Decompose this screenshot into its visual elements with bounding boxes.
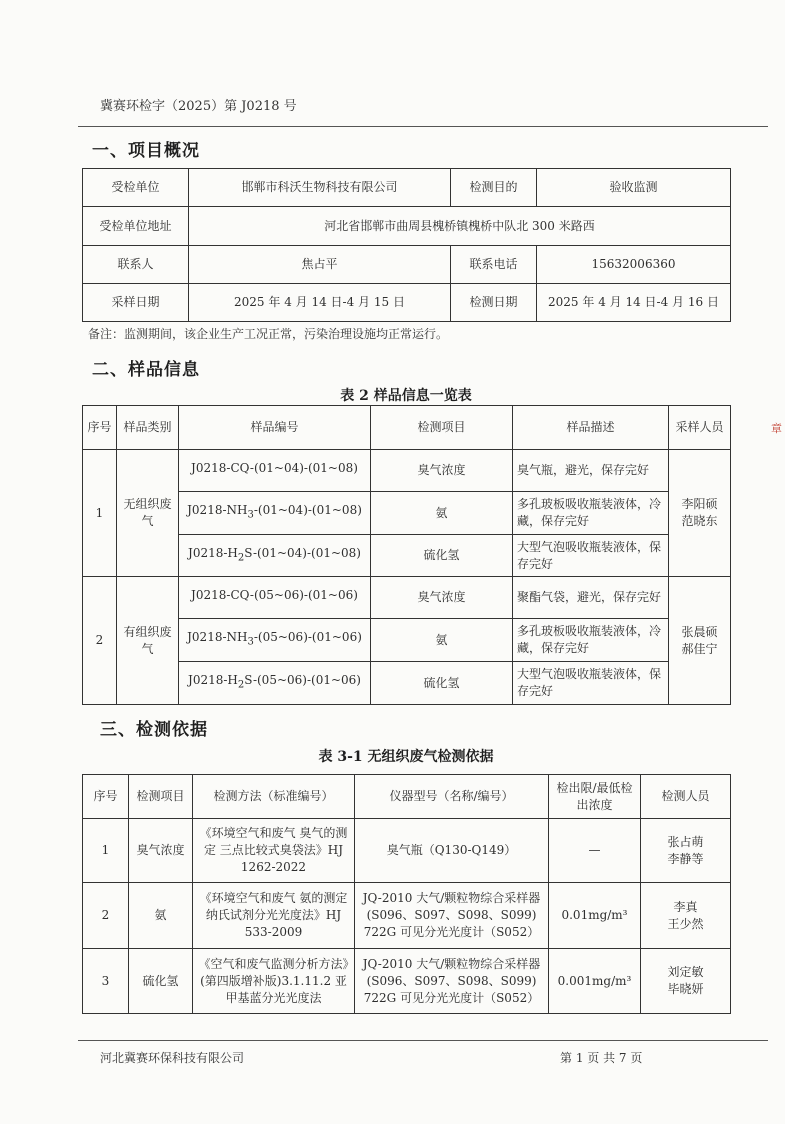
row-number: 2	[83, 883, 129, 949]
cell: 15632006360	[537, 246, 731, 284]
table-row	[83, 169, 731, 207]
row-number: 3	[83, 949, 129, 1014]
sample-description: 大型气泡吸收瓶装液体，保存完好	[513, 535, 669, 577]
test-people: 张占萌 李静等	[641, 819, 731, 883]
sample-description: 臭气瓶，避光，保存完好	[513, 450, 669, 492]
header-cell: 样品类别	[117, 406, 179, 450]
section3-title: 三、检测依据	[100, 720, 208, 740]
test-people: 李真 王少然	[641, 883, 731, 949]
test-item: 臭气浓度	[371, 450, 513, 492]
footer-company: 河北冀赛环保科技有限公司	[100, 1051, 245, 1065]
header-cell: 样品编号	[179, 406, 371, 450]
section2-title: 二、样品信息	[92, 360, 200, 380]
table-row	[83, 819, 731, 883]
test-item: 硫化氢	[129, 949, 193, 1014]
instrument: 臭气瓶（Q130-Q149）	[355, 819, 549, 883]
stamp-fragment: 章	[771, 422, 782, 435]
test-people: 刘定敏 毕晓妍	[641, 949, 731, 1014]
test-item: 氨	[371, 619, 513, 662]
cell: 2025 年 4 月 14 日-4 月 15 日	[189, 284, 451, 322]
header-cell: 采样人员	[669, 406, 731, 450]
detection-limit: 0.001mg/m³	[549, 949, 641, 1014]
footer-rule	[78, 1040, 768, 1041]
header-cell: 检测项目	[371, 406, 513, 450]
remark-note: 备注：监测期间，该企业生产工况正常，污染治理设施均正常运行。	[88, 327, 449, 341]
test-method: 《环境空气和废气 臭气的测定 三点比较式臭袋法》HJ 1262-2022	[193, 819, 355, 883]
header-cell: 检测方法（标准编号）	[193, 775, 355, 819]
header-cell: 仪器型号（名称/编号）	[355, 775, 549, 819]
sampling-people: 李阳硕 范晓东	[669, 450, 731, 577]
report-number: 冀赛环检字（2025）第 J0218 号	[100, 99, 297, 114]
test-item: 臭气浓度	[129, 819, 193, 883]
test-item: 氨	[129, 883, 193, 949]
detection-limit: —	[549, 819, 641, 883]
header-cell: 样品描述	[513, 406, 669, 450]
header-cell: 检测人员	[641, 775, 731, 819]
cell: 检测目的	[451, 169, 537, 207]
section1-title: 一、项目概况	[92, 141, 200, 161]
cell: 采样日期	[83, 284, 189, 322]
sample-description: 多孔玻板吸收瓶装液体，冷藏，保存完好	[513, 492, 669, 535]
cell: 联系人	[83, 246, 189, 284]
sample-category: 无组织废气	[117, 450, 179, 577]
test-method: 《空气和废气监测分析方法》(第四版增补版)3.1.11.2 亚甲基蓝分光光度法	[193, 949, 355, 1014]
sample-code: $J0218-H_2S-(05\sim 06)-(01\sim 06)$	[179, 662, 371, 705]
table3-caption: 表 3-1 无组织废气检测依据	[318, 749, 494, 765]
table-row	[83, 619, 731, 662]
sample-code: $J0218-NH_3-(05\sim 06)-(01\sim 06)$	[179, 619, 371, 662]
table-row	[83, 450, 731, 492]
table-row	[83, 284, 731, 322]
table-header-row	[83, 775, 731, 819]
header-cell: 检测项目	[129, 775, 193, 819]
header-cell: 检出限/最低检出浓度	[549, 775, 641, 819]
test-method: 《环境空气和废气 氨的测定 纳氏试剂分光光度法》HJ 533-2009	[193, 883, 355, 949]
test-item: 硫化氢	[371, 662, 513, 705]
test-item: 氨	[371, 492, 513, 535]
cell: 2025 年 4 月 14 日-4 月 16 日	[537, 284, 731, 322]
cell: 焦占平	[189, 246, 451, 284]
table-row	[83, 577, 731, 619]
sample-description: 大型气泡吸收瓶装液体，保存完好	[513, 662, 669, 705]
detection-limit: 0.01mg/m³	[549, 883, 641, 949]
instrument: JQ-2010 大气/颗粒物综合采样器(S096、S097、S098、S099) 722G 可见分光光度计（S052）	[355, 883, 549, 949]
sample-description: 多孔玻板吸收瓶装液体，冷藏，保存完好	[513, 619, 669, 662]
sample-code: J0218-CQ-(01~04)-(01~08)	[179, 450, 371, 492]
cell: 受检单位	[83, 169, 189, 207]
table-row	[83, 207, 731, 246]
header-rule	[78, 126, 768, 127]
sampling-people: 张晨硕 郝佳宁	[669, 577, 731, 705]
cell: 检测日期	[451, 284, 537, 322]
sample-code: J0218-CQ-(05~06)-(01~06)	[179, 577, 371, 619]
table-row	[83, 535, 731, 577]
instrument: JQ-2010 大气/颗粒物综合采样器(S096、S097、S098、S099) 722G 可见分光光度计（S052）	[355, 949, 549, 1014]
project-overview-table	[82, 168, 731, 322]
cell: 河北省邯郸市曲周县槐桥镇槐桥中队北 300 米路西	[189, 207, 731, 246]
test-item: 硫化氢	[371, 535, 513, 577]
table-row	[83, 949, 731, 1014]
table-row	[83, 662, 731, 705]
row-number: 1	[83, 819, 129, 883]
table-row	[83, 246, 731, 284]
sample-code: $J0218-H_2S-(01\sim 04)-(01\sim 08)$	[179, 535, 371, 577]
cell: 受检单位地址	[83, 207, 189, 246]
table-header-row	[83, 406, 731, 450]
table-row	[83, 492, 731, 535]
group-number: 2	[83, 577, 117, 705]
cell: 验收监测	[537, 169, 731, 207]
header-cell: 序号	[83, 406, 117, 450]
cell: 邯郸市科沃生物科技有限公司	[189, 169, 451, 207]
cell: 联系电话	[451, 246, 537, 284]
sample-code: $J0218-NH_3-(01\sim 04)-(01\sim 08)$	[179, 492, 371, 535]
sample-category: 有组织废气	[117, 577, 179, 705]
page-number: 第 1 页 共 7 页	[560, 1051, 643, 1065]
detection-basis-table	[82, 774, 731, 1014]
test-item: 臭气浓度	[371, 577, 513, 619]
sample-info-table	[82, 405, 731, 705]
sample-description: 聚酯气袋，避光，保存完好	[513, 577, 669, 619]
table2-caption: 表 2 样品信息一览表	[340, 388, 472, 404]
group-number: 1	[83, 450, 117, 577]
header-cell: 序号	[83, 775, 129, 819]
table-row	[83, 883, 731, 949]
